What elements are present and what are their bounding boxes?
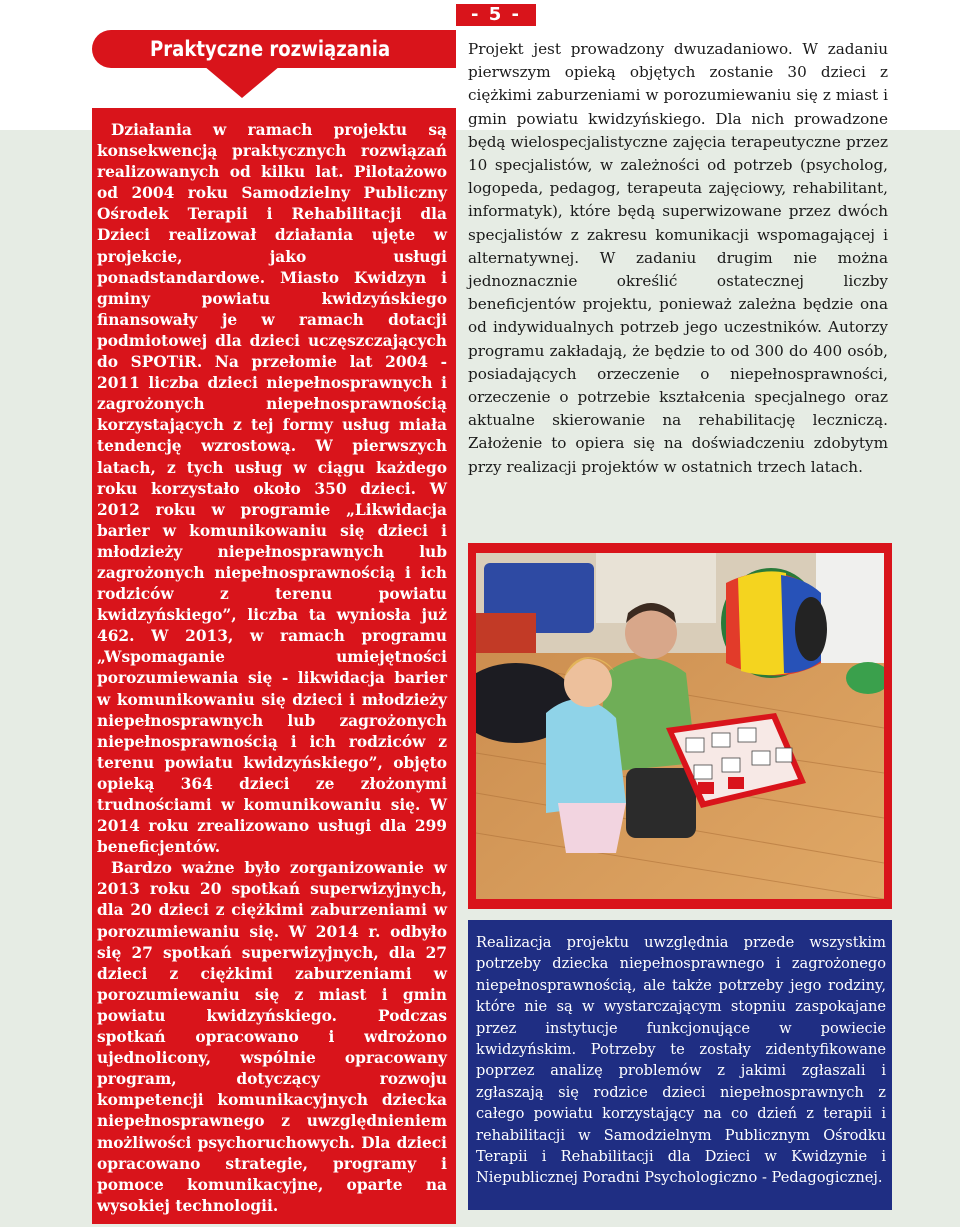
- left-column-text: [97, 120, 447, 1217]
- right-paragraph: Projekt jest prowadzony dwuzadaniowo. W zadaniu pierwszym opieką objętych zostanie 30 dzieci z ciężkimi zaburzeniami w porozumiewaniu się z miast i gmin powiatu kwidzyńskiego. Dla nich prowadzone będą wielospecjalistyczne zajęcia terapeutyczne przez 10 specjalistów, w zależności od potrzeb (psycholog, logopeda, pedagog, terapeuta zajęciowy, rehabilitant, informatyk), które będą superwizowane przez dwóch specjalistów z zakresu komunikacji wspomagającej i alternatywnej. W zadaniu drugim nie można jednoznacznie określić ostatecznej liczby beneficjentów projektu, ponieważ zależna będzie ona od indywidualnych potrzeb jego uczestników. Autorzy programu zakładają, że będzie to od 300 do 400 osób, posiadających orzeczenie o niepełnosprawności, orzeczenie o potrzebie kształcenia specjalnego oraz aktualne skierowanie na rehabilitację leczniczą. Założenie to opiera się na doświadczeniu zdobytym przy realizacji projektów w ostatnich trzech latach.: [468, 40, 888, 476]
- banner-arrow: [204, 66, 280, 98]
- right-column-text: [468, 38, 888, 479]
- section-title: Praktyczne rozwiązania: [150, 37, 391, 61]
- therapy-session-photo: [476, 553, 884, 899]
- left-paragraph-1: Działania w ramach projektu są konsekwencją praktycznych rozwiązań realizowanych od kilku lat. Pilotażowo od 2004 roku Samodzielny Publiczny Ośrodek Terapii i Rehabilitacji dla Dzieci realizował działania ujęte w projekcie, jako usługi ponadstandardowe. Miasto Kwidzyn i gminy powiatu kwidzyńskiego finansowały je w ramach dotacji podmiotowej dla dzieci uczęszczających do SPOTiR. Na przełomie lat 2004 - 2011 liczba dzieci niepełnosprawnych i zagrożonych niepełnosprawnością korzystających z tej formy usług miała tendencję wzrostową. W pierwszych latach, z tych usług w ciągu każdego roku korzystało około 350 dzieci. W 2012 roku w programie „Likwidacja barier w komunikowaniu się dzieci i młodzieży niepełnosprawnych lub zagrożonych niepełnosprawnością i ich rodziców z terenu powiatu kwidzyńskiego”, liczba ta wyniosła już 462. W 2013, w ramach programu „Wspomaganie umiejętności porozumiewania się - likwidacja barier w komunikowaniu się dzieci i młodzieży niepełnosprawnych lub zagrożonych niepełnosprawnością i ich rodziców z terenu powiatu kwidzyńskiego”, objęto opieką 364 dzieci ze złożonymi trudnościami w komunikowaniu się. W 2014 roku zrealizowano usługi dla 299 beneficjentów.: [97, 121, 447, 857]
- info-box-text: Realizacja projektu uwzględnia przede wszystkim potrzeby dziecka niepełnosprawnego i zagrożonego niepełnosprawnością, ale także potrzeby jego rodziny, które nie są w wystarczającym stopniu zaspokajane przez instytucje funkcjonujące w powiecie kwidzyńskim. Potrzeby te zostały zidentyfikowane poprzez analizę problemów z jakimi zgłaszali i zgłaszają się rodzice dzieci niepełnosprawnych z całego powiatu korzystający na co dzień z terapii i rehabilitacji w Samodzielnym Publicznym Ośrodku Terapii i Rehabilitacji dla Dzieci w Kwidzynie i Niepublicznej Poradni Psychologiczno - Pedagogicznej.: [476, 934, 886, 1187]
- page-number: - 5 -: [456, 4, 536, 26]
- left-paragraph-2: Bardzo ważne było zorganizowanie w 2013 roku 20 spotkań superwizyjnych, dla 20 dzieci z ciężkimi zaburzeniami w porozumiewaniu się. W 2014 r. odbyło się 27 spotkań superwizyjnych, dla 27 dzieci z ciężkimi zaburzeniami w porozumiewaniu się z miast i gmin powiatu kwidzyńskiego. Podczas spotkań opracowano i wdrożono ujednolicony, wspólnie opracowany program, dotyczący rozwoju kompetencji komunikacyjnych dziecka niepełnosprawnego z uwzględnieniem możliwości psychoruchowych. Dla dzieci opracowano strategie, programy i pomoce komunikacyjne, oparte na wysokiej technologii.: [97, 859, 447, 1215]
